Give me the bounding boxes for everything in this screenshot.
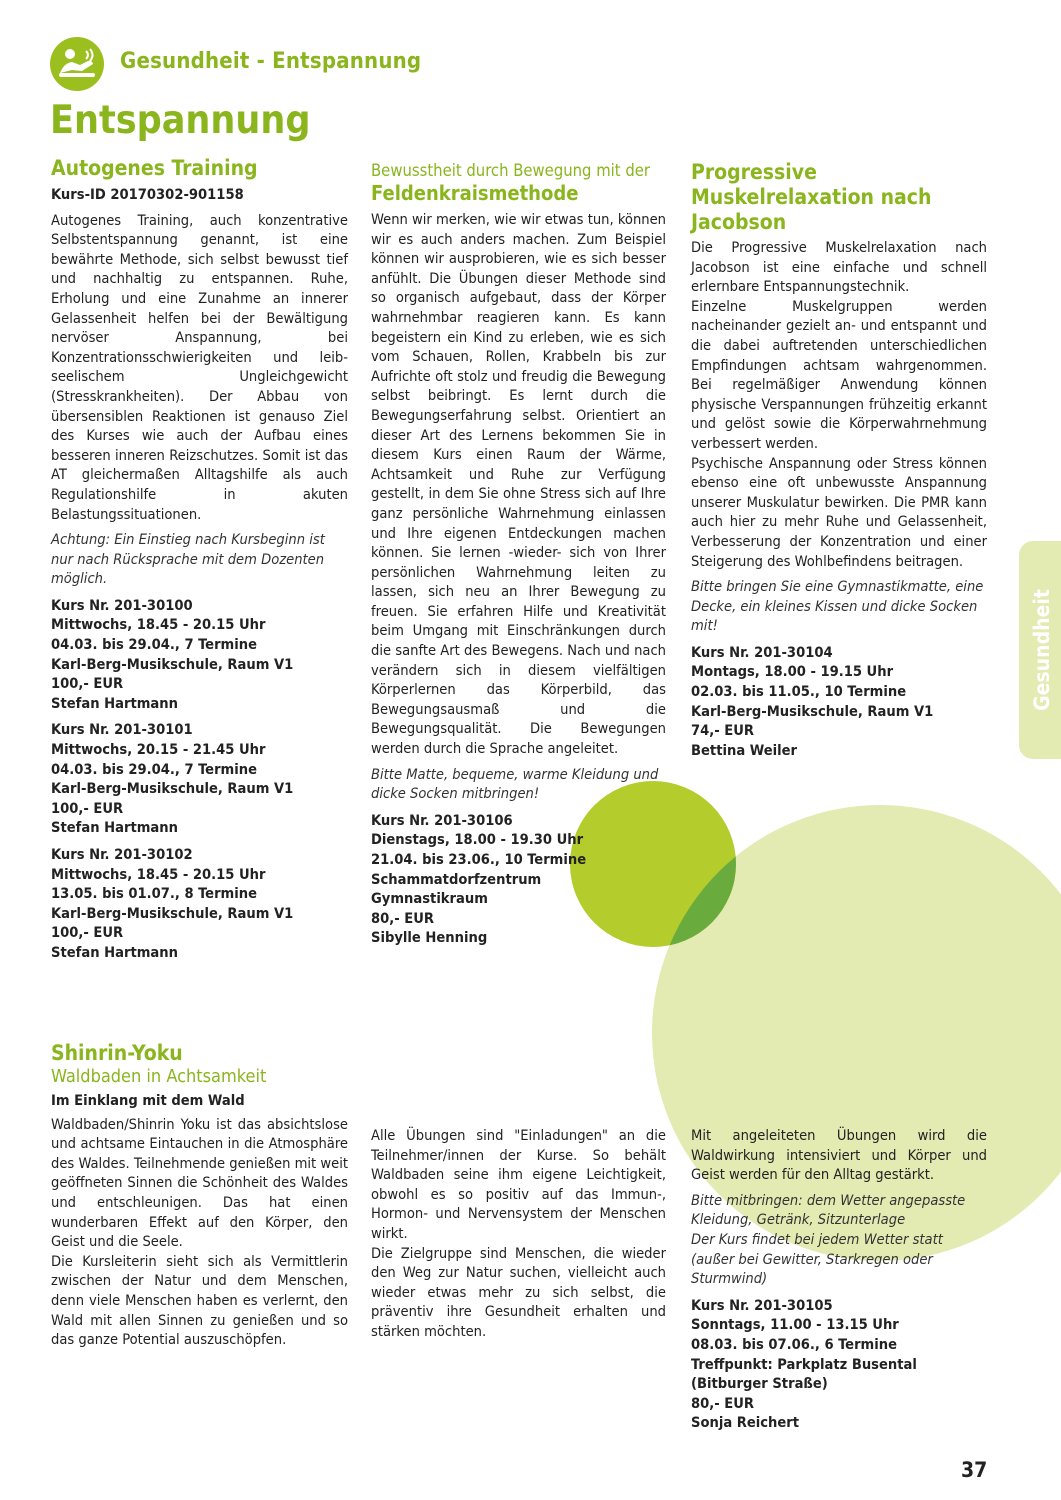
course-number: Kurs Nr. 201-30105 bbox=[691, 1296, 833, 1314]
course-teacher: Sonja Reichert bbox=[691, 1414, 800, 1432]
course-location-detail: (Bitburger Straße) bbox=[691, 1375, 828, 1393]
side-tab-label: Gesundheit bbox=[1030, 589, 1054, 711]
course-id: Kurs-ID 20170302-901158 bbox=[51, 186, 244, 203]
shinrin-yoku-continued bbox=[371, 1126, 666, 1342]
course-location: Karl-Berg-Musikschule, Raum V1 bbox=[51, 655, 294, 673]
shinrin-yoku-details bbox=[691, 1126, 987, 1433]
pmr-section bbox=[691, 160, 987, 760]
course-tagline: Im Einklang mit dem Wald bbox=[51, 1092, 245, 1109]
course-description: Mit angeleiteten Übungen wird die Waldwirkung intensiviert und Körper und Geist werden für den Alltag gestärkt. bbox=[691, 1127, 987, 1184]
course-description: Die Zielgruppe sind Menschen, die wieder den Weg zur Natur suchen, vielleicht auch wieder etwas mehr zu sich selbst, die präventiv ihre Gesundheit erhalten und stärken möchten. bbox=[371, 1244, 666, 1340]
course-price: 80,- EUR bbox=[691, 1394, 755, 1412]
shinrin-yoku-section bbox=[51, 1041, 348, 1350]
course-number: Kurs Nr. 201-30104 bbox=[691, 643, 833, 661]
course-teacher: Stefan Hartmann bbox=[51, 943, 178, 961]
course-note: Achtung: Ein Einstieg nach Kursbeginn ist nur nach Rücksprache mit dem Dozenten möglich. bbox=[51, 531, 325, 588]
course-note: Der Kurs findet bei jedem Wetter statt (außer bei Gewitter, Starkregen oder Sturmwind) bbox=[691, 1230, 943, 1288]
course-price: 100,- EUR bbox=[51, 799, 124, 817]
course-note: Bitte Matte, bequeme, warme Kleidung und dicke Socken mitbringen! bbox=[371, 765, 659, 803]
course-number: Kurs Nr. 201-30102 bbox=[51, 846, 193, 863]
course-location: Karl-Berg-Musikschule, Raum V1 bbox=[691, 702, 934, 720]
course-number: Kurs Nr. 201-30101 bbox=[51, 721, 193, 739]
course-price: 80,- EUR bbox=[371, 909, 435, 927]
course-schedule: Montags, 18.00 - 19.15 Uhr bbox=[691, 663, 894, 681]
course-schedule: Sonntags, 11.00 - 13.15 Uhr bbox=[691, 1316, 899, 1334]
course-block bbox=[51, 720, 348, 838]
course-schedule: Mittwochs, 18.45 - 20.15 Uhr bbox=[51, 616, 266, 634]
course-title: Feldenkraismethode bbox=[371, 181, 579, 205]
course-block bbox=[691, 643, 987, 761]
course-block bbox=[51, 845, 348, 963]
course-schedule: Mittwochs, 20.15 - 21.45 Uhr bbox=[51, 741, 266, 759]
course-description: Psychische Anspannung oder Stress können ebenso eine oft unbewusste Anspannung unserer Muskulatur bewirken. Die PMR kann auch hier zu mehr Ruhe und Gelassenheit, Verbesserung der Konzentration und einer Steigerung des Wohlbefindens beitragen. bbox=[691, 454, 987, 570]
course-dates: 21.04. bis 23.06., 10 Termine bbox=[371, 851, 587, 868]
course-number: Kurs Nr. 201-30100 bbox=[51, 596, 193, 614]
course-block bbox=[51, 596, 348, 714]
course-dates: 04.03. bis 29.04., 7 Termine bbox=[51, 760, 257, 778]
course-description: Alle Übungen sind "Einladungen" an die Teilnehmer/innen der Kurse. So behält Waldbaden seine ihm eigene Leichtigkeit, obwohl es so positiv auf das Immun-, Hormon- und Nervensystem der Menschen wirkt. bbox=[371, 1127, 666, 1242]
course-schedule: Mittwochs, 18.45 - 20.15 Uhr bbox=[51, 865, 266, 883]
course-description: Waldbaden/Shinrin Yoku ist das absichtslose und achtsame Eintauchen in die Atmosphäre des Waldes. Teilnehmende genießen mit weit geöffneten Sinnen die Schönheit des Waldes und entschleunigen. Das hat einen wunderbaren Effekt auf den Körper, den Geist und die Seele. bbox=[51, 1115, 348, 1251]
course-price: 74,- EUR bbox=[691, 722, 755, 740]
feldenkrais-section bbox=[371, 160, 666, 948]
course-schedule: Dienstags, 18.00 - 19.30 Uhr bbox=[371, 831, 584, 849]
course-block bbox=[691, 1296, 987, 1433]
section-title: Gesundheit - Entspannung bbox=[120, 49, 422, 74]
course-dates: 13.05. bis 01.07., 8 Termine bbox=[51, 885, 257, 903]
course-description: Autogenes Training, auch konzentrative Selbstentspannung genannt, ist eine bewährte Methode, sich selbst bewusst tief und nachhaltig zu entspannen. Ruhe, Erholung und eine Zunahme an innerer Gelassenheit helfen bei der Bewältigung nervöser Anspannung, bei Konzentrationsschwierigkeiten und leib-seelischem Ungleichgewicht (Stresskrankheiten). Der Abbau von übersensiblen Reaktionen ist genauso Ziel des Kurses wie auch der Aufbau eines besseren inneren Reizschutzes. Somit ist das AT gleichermaßen Alltagshilfe als auch Regulationshilfe in akuten Belastungssituationen. bbox=[51, 211, 348, 523]
course-pretitle: Bewusstheit durch Bewegung mit der bbox=[371, 161, 650, 180]
course-title: Autogenes Training bbox=[51, 156, 258, 180]
page-number: 37 bbox=[961, 1458, 988, 1482]
course-number: Kurs Nr. 201-30106 bbox=[371, 811, 513, 829]
course-subtitle: Waldbaden in Achtsamkeit bbox=[51, 1066, 267, 1087]
page-title: Entspannung bbox=[50, 98, 311, 143]
course-location: Karl-Berg-Musikschule, Raum V1 bbox=[51, 904, 294, 922]
autogenes-training-section bbox=[51, 156, 348, 963]
course-price: 100,- EUR bbox=[51, 675, 124, 693]
course-teacher: Stefan Hartmann bbox=[51, 694, 178, 712]
course-block bbox=[371, 811, 666, 948]
course-dates: 08.03. bis 07.06., 6 Termine bbox=[691, 1335, 897, 1353]
course-note: Bitte mitbringen: dem Wetter angepasste Kleidung, Getränk, Sitzunterlage bbox=[691, 1191, 966, 1229]
course-location: Schammatdorfzentrum bbox=[371, 870, 542, 888]
course-description: Einzelne Muskelgruppen werden nacheinander gezielt an- und entspannt und die dabei auftretenden unterschiedlichen Empfindungen achtsam wahrgenommen. Bei regelmäßiger Anwendung können physische Verspannungen frühzeitig erkannt und gelöst sowie die Körperwahrnehmung verbessert werden. bbox=[691, 297, 987, 452]
course-room: Gymnastikraum bbox=[371, 890, 488, 908]
course-description: Die Kursleiterin sieht sich als Vermittlerin zwischen der Natur und dem Menschen, denn viele Menschen haben es verlernt, den Wald mit allen Sinnen zu genießen und so das ganze Potential auszuschöpfen. bbox=[51, 1252, 348, 1349]
relaxation-person-icon bbox=[50, 37, 104, 91]
course-title: Progressive Muskelrelaxation nach Jacobson bbox=[691, 160, 932, 234]
course-location: Treffpunkt: Parkplatz Busental bbox=[691, 1355, 917, 1373]
course-description: Wenn wir merken, wie wir etwas tun, können wir es auch anders machen. Zum Beispiel können wir ausprobieren, wie es sich besser anfühlt. Die Übungen dieser Methode sind so organisch aufgebaut, dass der Körper wahrnehmbar reagieren kann. Es kann begeistern ein Kind zu erleben, wie es sich vom Schauen, Rollen, Krabbeln bis zur Aufrichte oft stolz und freudig die Bewegung selbst beibringt. Es lernt durch die Bewegungserfahrung selbst. Orientiert an dieser Art des Lernens bekommen Sie in diesem Kurs einen Raum der Wärme, Achtsamkeit und Ruhe zur Verfügung gestellt, in dem Sie ohne Stress sich auf Ihre ganz persönliche Wahrnehmung einlassen und Ihre eigenen Entdeckungen machen können. Sie lernen -wieder- sich von Ihrer persönlichen Wahrnehmung leiten zu lassen, sich neu an Ihrer Bewegung zu freuen. Sie erfahren Hilfe und Kreativität beim Umgang mit Einschränkungen durch die sanfte Art des Bewegens. Nach und nach verändern sich in diesem vielfältigen Körperlernen das Körperbild, das Bewegungsausmaß und die Bewegungsqualität. Die Bewegungen werden durch die Sprache angeleitet. bbox=[371, 211, 666, 758]
course-dates: 04.03. bis 29.04., 7 Termine bbox=[51, 636, 257, 654]
course-description: Die Progressive Muskelrelaxation nach Jacobson ist eine einfache und schnell erlernbare Entspannungstechnik. bbox=[691, 239, 987, 296]
course-price: 100,- EUR bbox=[51, 924, 124, 942]
course-teacher: Stefan Hartmann bbox=[51, 819, 178, 837]
course-teacher: Bettina Weiler bbox=[691, 741, 797, 759]
course-teacher: Sibylle Henning bbox=[371, 929, 488, 947]
course-title: Shinrin-Yoku bbox=[51, 1041, 183, 1065]
course-location: Karl-Berg-Musikschule, Raum V1 bbox=[51, 780, 294, 798]
course-dates: 02.03. bis 11.05., 10 Termine bbox=[691, 683, 907, 701]
course-note: Bitte bringen Sie eine Gymnastikmatte, eine Decke, ein kleines Kissen und dicke Socken mit! bbox=[691, 578, 984, 635]
